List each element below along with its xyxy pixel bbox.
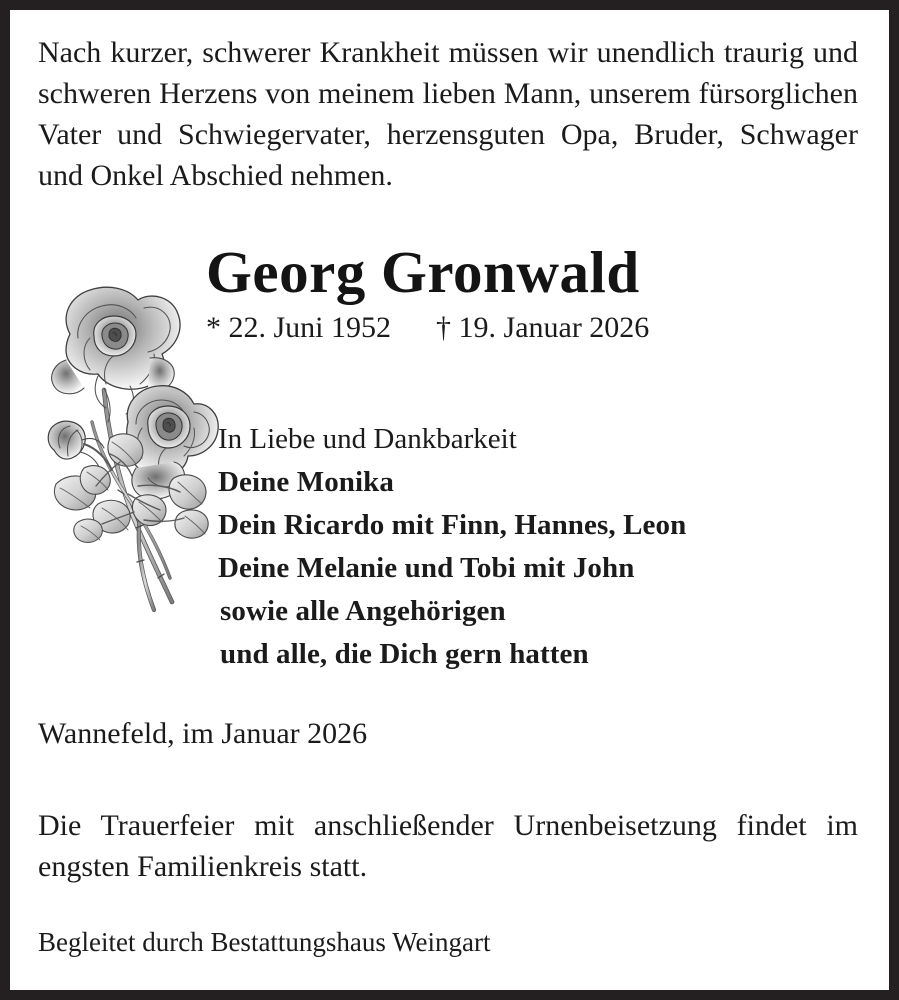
dedication-block [218,418,858,676]
life-dates [206,310,856,346]
mourner-line: Dein Ricardo mit Finn, Hannes, Leon [218,509,687,541]
name-block [206,240,856,346]
death-date: 19. Januar 2026 [458,311,650,344]
funeral-home-line: Begleitet durch Bestattungshaus Weingart [38,927,491,957]
dedication-lead: In Liebe und Dankbarkeit [218,423,517,455]
notice-sheet [10,10,889,990]
death-symbol: † [436,311,452,344]
mourner-line: sowie alle Angehörigen [220,595,506,627]
ceremony-paragraph: Die Trauerfeier mit anschließender Urnenbeisetzung findet im engsten Familienkreis statt. [38,809,858,883]
mourner-line: Deine Monika [218,466,395,498]
deceased-name: Georg Gronwald [206,239,640,305]
rose-bouquet-illustration [32,272,222,622]
birth-date: 22. Juni 1952 [228,311,392,344]
mourner-line: und alle, die Dich gern hatten [220,638,589,670]
intro-paragraph: Nach kurzer, schwerer Krankheit müssen wir unendlich traurig und schweren Herzens von meinem lieben Mann, unserem fürsorglichen Vater und Schwiegervater, herzensguten Opa, Bruder, Schwager und Onkel Abschied nehmen. [38,36,858,192]
birth-symbol: * [206,311,221,344]
place-and-date: Wannefeld, im Januar 2026 [38,717,368,750]
mourner-line: Deine Melanie und Tobi mit John [218,552,635,584]
